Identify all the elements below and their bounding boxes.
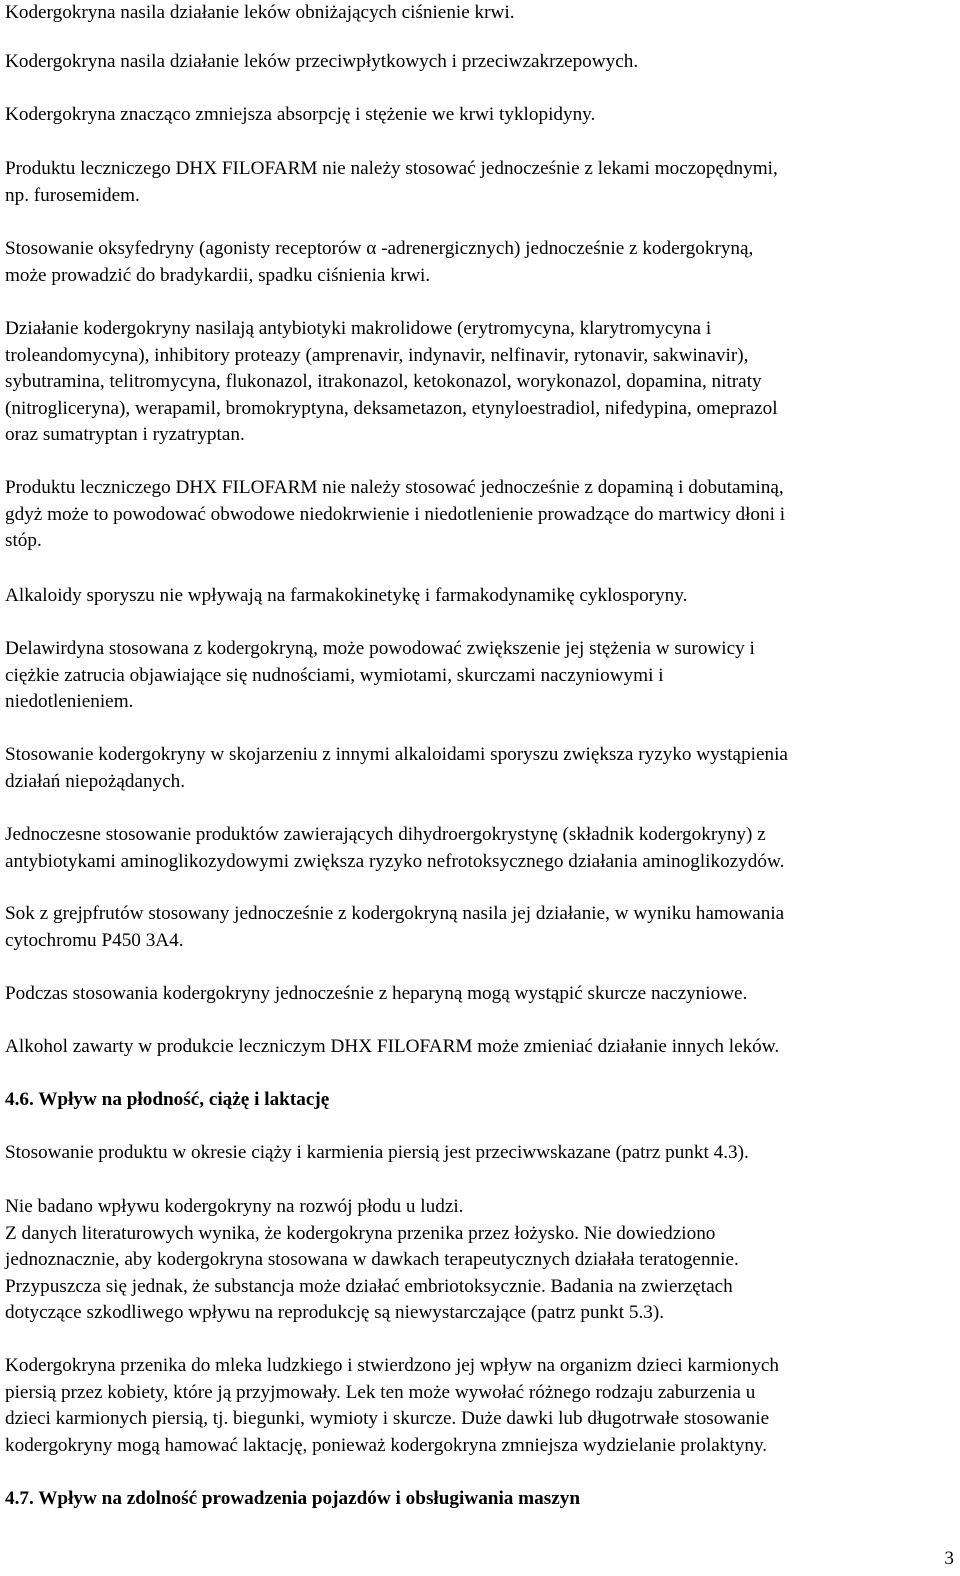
page-number: 3 [944,1548,954,1569]
text-line: Kodergokryna przenika do mleka ludzkiego i stwierdzono jej wpływ na organizm dzieci karmionych [5,1355,780,1376]
text-line: Produktu leczniczego DHX FILOFARM nie należy stosować jednocześnie z dopaminą i dobutaminą, [5,477,784,498]
paragraph [5,583,687,610]
paragraph [5,636,755,716]
text-line: Stosowanie oksyfedryny (agonisty receptorów α -adrenergicznych) jednocześnie z kodergokryną, [5,238,754,259]
text-line: Kodergokryna nasila działanie leków obniżających ciśnienie krwi. [5,2,515,23]
text-line: Delawirdyna stosowana z kodergokryną, może powodować zwiększenie jej stężenia w surowicy i [5,638,755,659]
text-line: np. furosemidem. [5,184,140,206]
text-line: antybiotykami aminoglikozydowymi zwiększa ryzyko nefrotoksycznego działania aminoglikozydów. [5,850,785,872]
text-line: gdyż może to powodować obwodowe niedokrwienie i niedotlenienie prowadzące do martwicy dłoni i [5,503,786,525]
text-line: dzieci karmionych piersią, tj. biegunki, wymioty i skurcze. Duże dawki lub długotrwałe stosowanie [5,1408,770,1429]
text-line: Działanie kodergokryny nasilają antybiotyki makrolidowe (erytromycyna, klarytromycyna i [5,318,712,339]
text-line: (nitrogliceryna), werapamil, bromokryptyna, deksametazon, etynyloestradiol, nifedypina, omeprazol [5,397,778,419]
text-line: oraz sumatryptan i ryzatryptan. [5,424,245,445]
paragraph [5,49,638,76]
paragraph [5,901,784,954]
paragraph [5,1140,749,1167]
paragraph [5,822,784,875]
paragraph [5,981,747,1008]
paragraph [5,236,753,289]
section-heading-4-6: 4.6. Wpływ na płodność, ciążę i laktację [5,1089,330,1110]
text-line: Alkohol zawarty w produkcie leczniczym DHX FILOFARM może zmieniać działanie innych leków. [5,1036,780,1057]
paragraph [5,0,515,27]
text-line: Podczas stosowania kodergokryny jednocześnie z heparyną mogą wystąpić skurcze naczyniowe. [5,983,748,1004]
paragraph [5,102,595,129]
text-line: Kodergokryna nasila działanie leków przeciwpłytkowych i przeciwzakrzepowych. [5,51,639,72]
text-line: Kodergokryna znacząco zmniejsza absorpcję i stężenie we krwi tyklopidyny. [5,104,596,125]
text-line: może prowadzić do bradykardii, spadku ciśnienia krwi. [5,264,431,286]
text-line: Przypuszcza się jednak, że substancja może działać embriotoksycznie. Badania na zwierzętach [5,1275,733,1297]
text-line: działań niepożądanych. [5,770,186,792]
paragraph [5,1353,779,1459]
text-line: piersią przez kobiety, które ją przyjmowały. Lek ten może wywołać różnego rodzaju zaburzenia u [5,1381,756,1403]
text-line: stóp. [5,530,42,551]
text-line: sybutramina, telitromycyna, flukonazol, itrakonazol, ketokonazol, worykonazol, dopamina, nitraty [5,371,762,392]
text-line: Stosowanie produktu w okresie ciąży i karmienia piersią jest przeciwwskazane (patrz punkt 4.3). [5,1142,749,1163]
text-line: Stosowanie kodergokryny w skojarzeniu z innymi alkaloidami sporyszu zwiększa ryzyko wystąpienia [5,744,788,765]
text-line: ciężkie zatrucia objawiające się nudnościami, wymiotami, skurczami naczyniowymi i [5,664,664,686]
paragraph [5,475,785,555]
text-line: Jednoczesne stosowanie produktów zawierających dihydroergokrystynę (składnik kodergokryny) z [5,824,766,845]
text-line: niedotlenieniem. [5,691,134,712]
text-line: Alkaloidy sporyszu nie wpływają na farmakokinetykę i farmakodynamikę cyklosporyny. [5,585,688,606]
paragraph [5,316,778,449]
text-line: dotyczące szkodliwego wpływu na reprodukcję są niewystarczające (patrz punkt 5.3). [5,1302,665,1323]
text-line: Sok z grejpfrutów stosowany jednocześnie z kodergokryną nasila jej działanie, w wyniku hamowania [5,903,785,924]
paragraph [5,742,788,795]
paragraph [5,1194,739,1327]
text-line: cytochromu P450 3A4. [5,929,184,951]
text-line: troleandomycyna), inhibitory proteazy (amprenavir, indynavir, nelfinavir, rytonavir, sakwinavir), [5,344,749,366]
text-line: Produktu leczniczego DHX FILOFARM nie należy stosować jednocześnie z lekami moczopędnymi, [5,158,778,179]
text-line: kodergokryny mogą hamować laktację, ponieważ kodergokryna zmniejsza wydzielanie prolaktyny. [5,1434,768,1456]
section-heading-4-7: 4.7. Wpływ na zdolność prowadzenia pojazdów i obsługiwania maszyn [5,1488,581,1509]
text-line: jednoznacznie, aby kodergokryna stosowana w dawkach terapeutycznych działała teratogennie. [5,1249,739,1270]
paragraph [5,1034,779,1061]
text-line: Nie badano wpływu kodergokryny na rozwój płodu u ludzi. [5,1196,464,1217]
paragraph [5,156,778,209]
text-line: Z danych literaturowych wynika, że kodergokryna przenika przez łożysko. Nie dowiedziono [5,1222,716,1244]
